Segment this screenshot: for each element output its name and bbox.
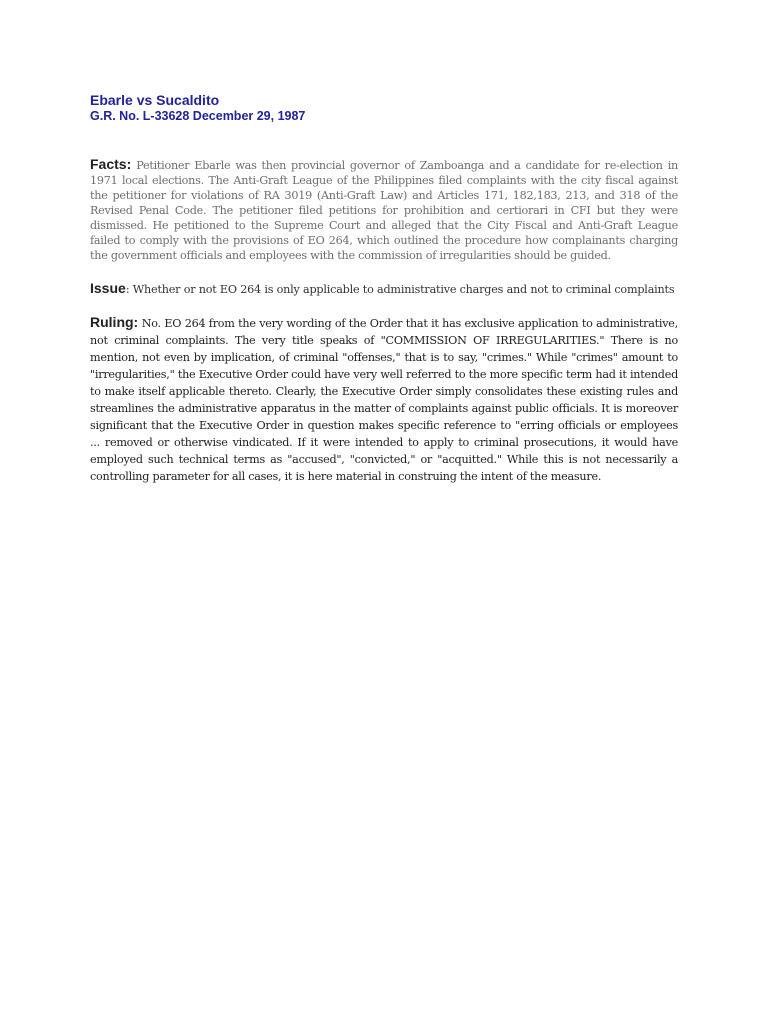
issue-text: : Whether or not EO 264 is only applicable to administrative charges and not to criminal complaints [125, 283, 675, 296]
ruling-text: No. EO 264 from the very wording of the Order that it has exclusive application to administrative, not criminal complaints. The very title speaks of "COMMISSION OF IRREGULARITIES." There is no mention, not even by implication, of criminal "offenses," that is to say, "crimes." While "crimes" amount to "irregularities," the Executive Order could have very well referred to the more specific term had it intended to make itself applicable thereto. Clearly, the Executive Order simply consolidates these existing rules and streamlines the administrative apparatus in the matter of complaints against public officials. It is moreover significant that the Executive Order in question makes specific reference to "erring officials or employees ... removed or otherwise vindicated. If it were intended to apply to criminal prosecutions, it would have employed such technical terms as "accused", "convicted," or "acquitted." While this is not necessarily a controlling parameter for all cases, it is here material in construing the intent of the measure. [90, 316, 678, 483]
document-content [90, 92, 678, 485]
facts-text: Petitioner Ebarle was then provincial governor of Zamboanga and a candidate for re-election in 1971 local elections. The Anti-Graft League of the Philippines filed complaints with the city fiscal against the petitioner for violations of RA 3019 (Anti-Graft Law) and Articles 171, 182,183, 213, and 318 of the Revised Penal Code. The petitioner filed petitions for prohibition and certiorari in CFI but they were dismissed. He petitioned to the Supreme Court and alleged that the City Fiscal and Anti-Graft League failed to comply with the provisions of EO 264, which outlined the procedure how complainants charging the government officials and employees with the commission of irregularities should be guided. [90, 159, 678, 262]
facts-section [90, 157, 678, 263]
ruling-section [90, 314, 678, 485]
issue-label: Issue [90, 280, 126, 296]
facts-label: Facts: [90, 156, 132, 172]
case-number: G.R. No. L-33628 December 29, 1987 [90, 109, 306, 123]
case-title: Ebarle vs Sucaldito [90, 92, 220, 108]
issue-section [90, 281, 678, 298]
ruling-label: Ruling: [90, 313, 139, 330]
